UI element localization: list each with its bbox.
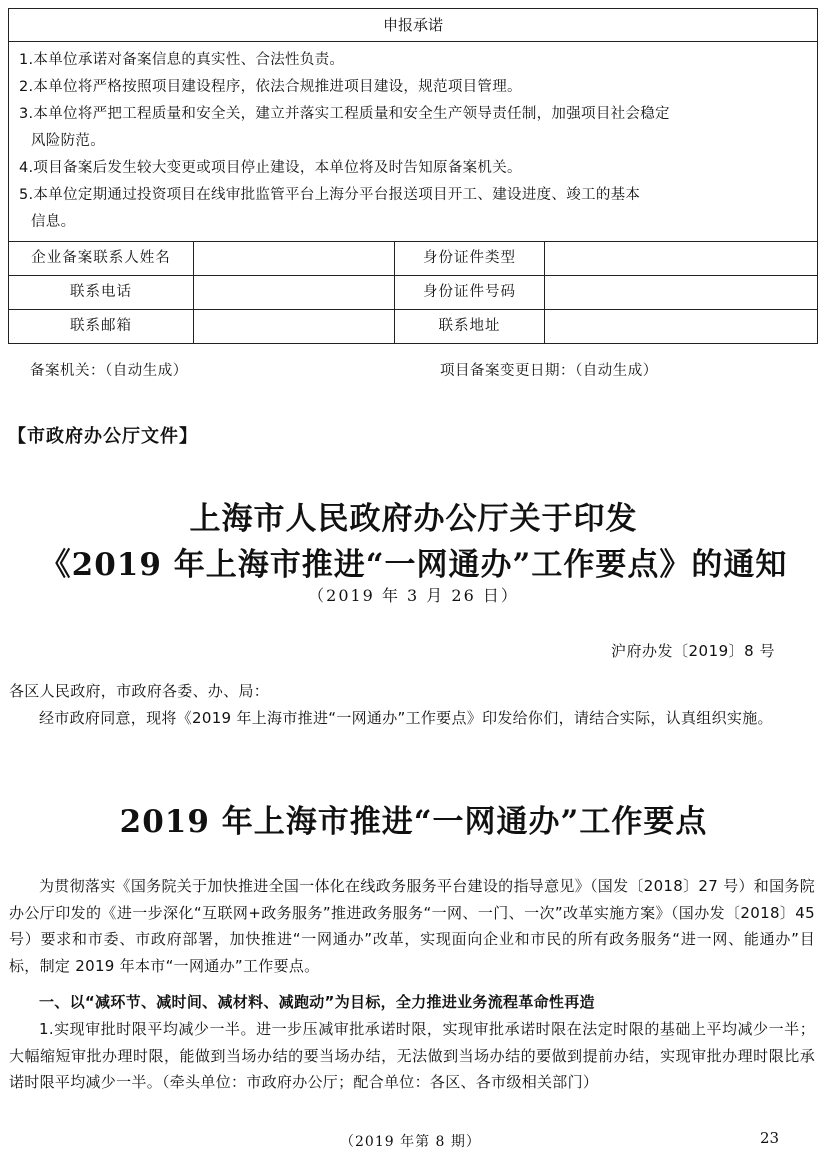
main-title: 2019 年上海市推进“一网通办”工作要点 — [119, 804, 708, 840]
form-header: 申报承诺 — [9, 9, 817, 42]
phone-field[interactable] — [194, 276, 395, 309]
notice-date: （2019 年 3 月 26 日） — [308, 586, 519, 605]
pledge-item: 5.本单位定期通过投资项目在线审批监管平台上海分平台报送项目开工、建设进度、竣工的基本 信息。 — [19, 187, 641, 230]
contact-row — [9, 242, 817, 276]
phone-label: 联系电话 — [9, 276, 194, 309]
notice-title-line2: 《2019 年上海市推进“一网通办”工作要点》的通知 — [39, 547, 788, 583]
id-number-field[interactable] — [545, 276, 817, 309]
email-field[interactable] — [194, 310, 395, 343]
id-type-label: 身份证件类型 — [395, 242, 545, 275]
filing-pledge-form — [8, 8, 818, 344]
pledge-item: 2.本单位将严格按照项目建设程序，依法合规推进项目建设，规范项目管理。 — [19, 79, 522, 95]
section-heading: 一、以“减环节、减时间、减材料、减跑动”为目标，全力推进业务流程革命性再造 — [39, 993, 595, 1011]
contact-name-label: 企业备案联系人姓名 — [9, 242, 194, 275]
contact-row — [9, 310, 817, 343]
issue-label: （2019 年第 8 期） — [340, 1134, 481, 1150]
pledge-item: 4.项目备案后发生较大变更或项目停止建设，本单位将及时告知原备案机关。 — [19, 160, 522, 176]
id-number-label: 身份证件号码 — [395, 276, 545, 309]
notice-body: 经市政府同意，现将《2019 年上海市推进“一网通办”工作要点》印发给你们，请结合实际，认真组织实施。 — [39, 709, 773, 727]
contact-row — [9, 276, 817, 310]
pledge-item: 3.本单位将严把工程质量和安全关，建立并落实工程质量和安全生产领导责任制，加强项目社会稳定 风险防范。 — [19, 106, 670, 149]
page-number: 23 — [760, 1129, 780, 1147]
address-field[interactable] — [545, 310, 817, 343]
email-label: 联系邮箱 — [9, 310, 194, 343]
contact-name-field[interactable] — [194, 242, 395, 275]
addressee: 各区人民政府，市政府各委、办、局： — [9, 682, 270, 700]
filing-authority: 备案机关：（自动生成） — [30, 363, 188, 379]
address-label: 联系地址 — [395, 310, 545, 343]
item-paragraph: 1.实现审批时限平均减少一半。进一步压减审批承诺时限，实现审批承诺时限在法定时限的基础上平均减少一半；大幅缩短审批办理时限，能做到当场办结的要当场办结，无法做到当场办结的要做到提前办结，实现审批办理时限比承诺时限平均减少一半。（牵头单位：市政府办公厅；配合单位：各区、各市级相关部门） — [9, 1020, 815, 1091]
notice-title-line1: 上海市人民政府办公厅关于印发 — [189, 501, 638, 537]
intro-paragraph: 为贯彻落实《国务院关于加快推进全国一体化在线政务服务平台建设的指导意见》（国发〔2018〕27 号）和国务院办公厅印发的《进一步深化“互联网+政务服务”推进政务服务“一网、一门、一次”改革实施方案》（国办发〔2018〕45 号）要求和市委、市政府部署，加快推进“一网通办”改革，实现面向企业和市民的所有政务服务“进一网、能通办”目标，制定 2019 年本市“一网通办”工作要点。 — [9, 877, 815, 975]
id-type-field[interactable] — [545, 242, 817, 275]
pledge-list — [9, 42, 817, 242]
document-number: 沪府办发〔2019〕8 号 — [611, 642, 775, 660]
pledge-item: 1.本单位承诺对备案信息的真实性、合法性负责。 — [19, 52, 345, 68]
section-tag: 【市政府办公厅文件】 — [8, 426, 198, 447]
change-date: 项目备案变更日期：（自动生成） — [440, 363, 658, 379]
